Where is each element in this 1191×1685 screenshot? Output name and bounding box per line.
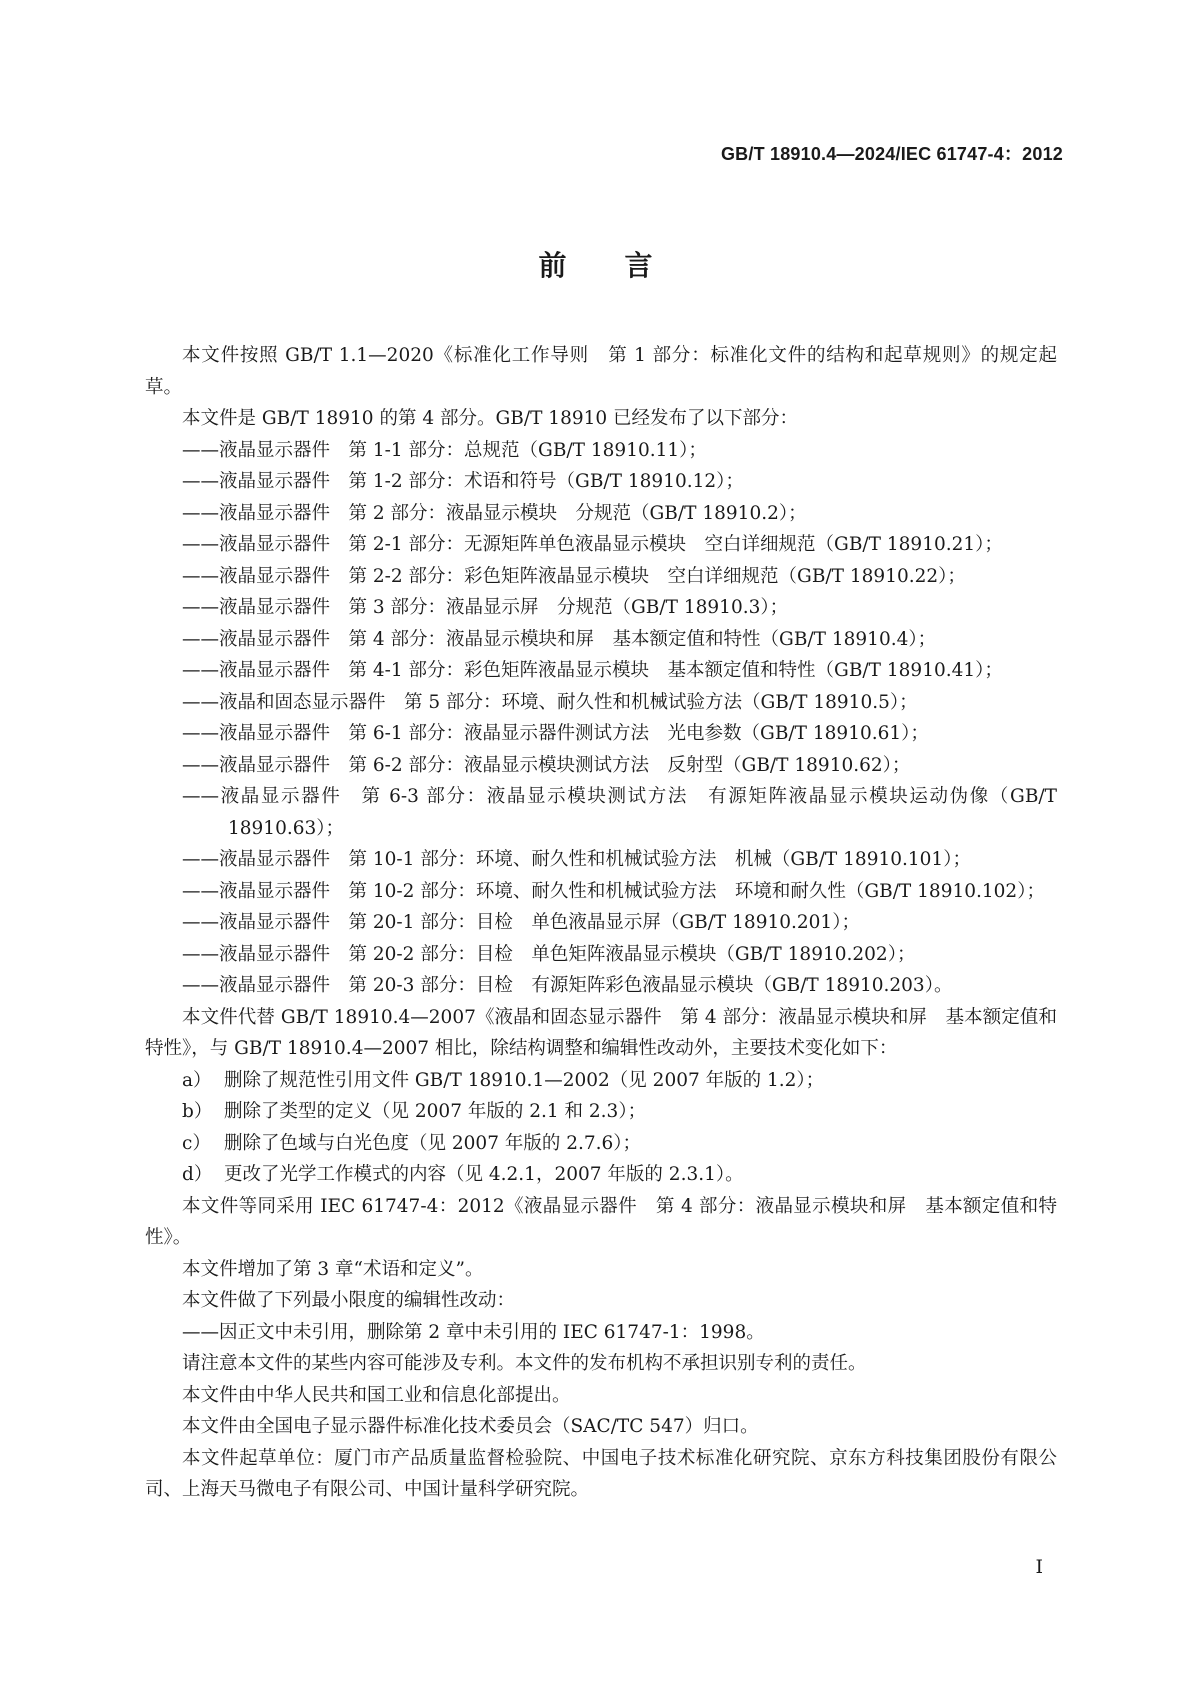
change-item-text: 更改了光学工作模式的内容（见 4.2.1，2007 年版的 2.3.1）。 bbox=[224, 1164, 744, 1185]
change-item-marker: d） bbox=[182, 1164, 213, 1185]
intro-paragraph-2: 本文件是 GB/T 18910 的第 4 部分。GB/T 18910 已经发布了以下部分： bbox=[182, 408, 799, 429]
change-item-text: 删除了色域与白光色度（见 2007 年版的 2.7.6）； bbox=[224, 1132, 642, 1154]
change-item bbox=[145, 1096, 1057, 1128]
parts-list-item: ——液晶显示器件 第 2 部分：液晶显示模块 分规范（GB/T 18910.2）； bbox=[182, 502, 807, 524]
change-item bbox=[145, 1159, 1057, 1191]
replacement-paragraph: 本文件代替 GB/T 18910.4—2007《液晶和固态显示器件 第 4 部分：液晶显示模块和屏 基本额定值和特性》，与 GB/T 18910.4—2007 相比，除结构调整和编辑性改动外，主要技术变化如下： bbox=[145, 1006, 1057, 1059]
parts-list-item: ——液晶显示器件 第 1-1 部分：总规范（GB/T 18910.11）； bbox=[182, 439, 707, 461]
parts-list-item: ——液晶显示器件 第 4-1 部分：彩色矩阵液晶显示模块 基本额定值和特性（GB/T 18910.41）； bbox=[182, 660, 1003, 681]
parts-list-item: ——液晶显示器件 第 20-1 部分：目检 单色液晶显示屏（GB/T 18910.201）； bbox=[182, 912, 860, 933]
parts-list-item: ——液晶显示器件 第 6-1 部分：液晶显示器件测试方法 光电参数（GB/T 18910.61）； bbox=[182, 723, 929, 744]
proposer-paragraph: 本文件由中华人民共和国工业和信息化部提出。 bbox=[182, 1384, 571, 1406]
intro-paragraph-1: 本文件按照 GB/T 1.1—2020《标准化工作导则 第 1 部分：标准化文件的结构和起草规则》的规定起草。 bbox=[145, 345, 1057, 398]
patent-notice-paragraph: 请注意本文件的某些内容可能涉及专利。本文件的发布机构不承担识别专利的责任。 bbox=[182, 1353, 867, 1374]
change-item-text: 删除了规范性引用文件 GB/T 18910.1—2002（见 2007 年版的 1.2）； bbox=[224, 1069, 825, 1091]
parts-list-item: ——液晶显示器件 第 2-1 部分：无源矩阵单色液晶显示模块 空白详细规范（GB/T 18910.21）； bbox=[182, 534, 1003, 555]
parts-list-item: ——液晶显示器件 第 4 部分：液晶显示模块和屏 基本额定值和特性（GB/T 18910.4）； bbox=[182, 628, 937, 650]
parts-list-item: ——液晶显示器件 第 10-2 部分：环境、耐久性和机械试验方法 环境和耐久性（GB/T 18910.102）； bbox=[182, 880, 1045, 902]
parts-list-item: ——液晶显示器件 第 2-2 部分：彩色矩阵液晶显示模块 空白详细规范（GB/T 18910.22）； bbox=[182, 565, 966, 587]
change-item bbox=[145, 1065, 1057, 1097]
editorial-change-item: ——因正文中未引用，删除第 2 章中未引用的 IEC 61747-1：1998。 bbox=[182, 1321, 765, 1343]
technical-changes-list bbox=[145, 1065, 1057, 1191]
editorial-changes-paragraph: 本文件做了下列最小限度的编辑性改动： bbox=[182, 1290, 516, 1311]
drafting-units-paragraph: 本文件起草单位：厦门市产品质量监督检验院、中国电子技术标准化研究院、京东方科技集团股份有限公司、上海天马微电子有限公司、中国计量科学研究院。 bbox=[145, 1447, 1057, 1500]
foreword-content bbox=[145, 340, 1057, 1506]
standard-code-header: GB/T 18910.4—2024/IEC 61747-4：2012 bbox=[720, 144, 1063, 164]
parts-list bbox=[145, 435, 1057, 1002]
change-item bbox=[145, 1128, 1057, 1160]
change-item-marker: a） bbox=[182, 1069, 212, 1091]
change-item-marker: b） bbox=[182, 1101, 213, 1122]
added-chapter-paragraph: 本文件增加了第 3 章“术语和定义”。 bbox=[182, 1258, 484, 1280]
adoption-paragraph: 本文件等同采用 IEC 61747-4：2012《液晶显示器件 第 4 部分：液晶显示模块和屏 基本额定值和特性》。 bbox=[145, 1195, 1057, 1248]
committee-paragraph: 本文件由全国电子显示器件标准化技术委员会（SAC/TC 547）归口。 bbox=[182, 1416, 759, 1437]
page-number: I bbox=[1035, 1556, 1043, 1578]
parts-list-item: ——液晶显示器件 第 6-2 部分：液晶显示模块测试方法 反射型（GB/T 18910.62）； bbox=[182, 754, 911, 776]
parts-list-item: ——液晶显示器件 第 20-2 部分：目检 单色矩阵液晶显示模块（GB/T 18910.202）； bbox=[182, 943, 916, 965]
parts-list-item: ——液晶显示器件 第 20-3 部分：目检 有源矩阵彩色液晶显示模块（GB/T 18910.203）。 bbox=[182, 975, 953, 996]
parts-list-item: ——液晶显示器件 第 1-2 部分：术语和符号（GB/T 18910.12）； bbox=[182, 471, 744, 492]
parts-list-item: ——液晶显示器件 第 10-1 部分：环境、耐久性和机械试验方法 机械（GB/T 18910.101）； bbox=[182, 849, 971, 870]
parts-list-item: ——液晶显示器件 第 6-3 部分：液晶显示模块测试方法 有源矩阵液晶显示模块运动伪像（GB/T 18910.63）； bbox=[182, 786, 1057, 839]
change-item-marker: c） bbox=[182, 1132, 211, 1154]
parts-list-item: ——液晶和固态显示器件 第 5 部分：环境、耐久性和机械试验方法（GB/T 18910.5）； bbox=[182, 691, 918, 713]
parts-list-item: ——液晶显示器件 第 3 部分：液晶显示屏 分规范（GB/T 18910.3）； bbox=[182, 597, 789, 618]
page-title: 前言 bbox=[538, 249, 711, 282]
change-item-text: 删除了类型的定义（见 2007 年版的 2.1 和 2.3）； bbox=[224, 1101, 647, 1122]
